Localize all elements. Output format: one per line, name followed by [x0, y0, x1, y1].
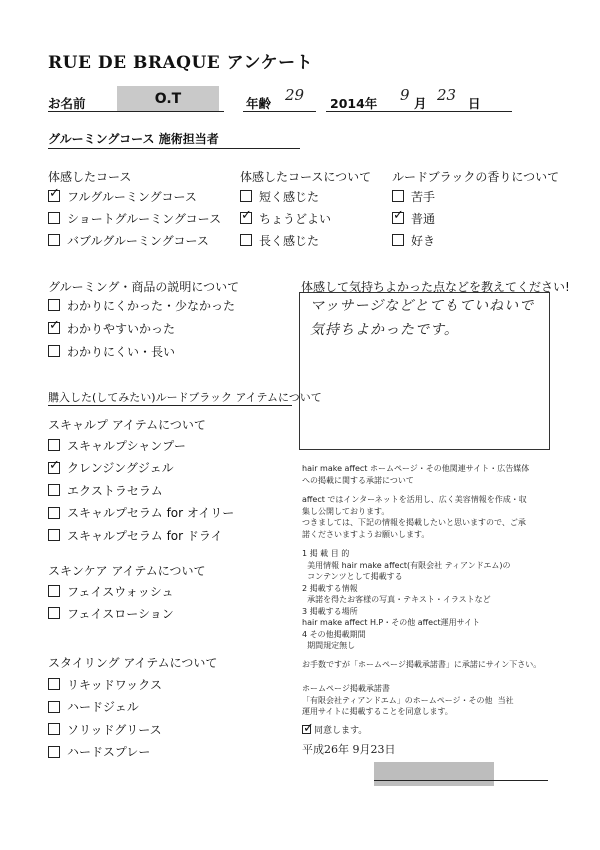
skincare-checkbox[interactable]: [48, 607, 60, 619]
course-feel-label: ちょうどよい: [259, 211, 332, 226]
comment-box[interactable]: [299, 292, 550, 450]
course-feel-option[interactable]: [240, 210, 331, 226]
scalp-checkbox[interactable]: [48, 484, 60, 496]
scent-label: 苦手: [411, 189, 436, 204]
course-feel-checkbox[interactable]: [240, 212, 252, 224]
styling-heading: スタイリング アイテムについて: [48, 656, 218, 670]
name-field[interactable]: O.T: [117, 86, 219, 112]
scent-label: 好き: [411, 233, 436, 248]
agree-checkbox[interactable]: [302, 725, 311, 734]
scalp-heading: スキャルプ アイテムについて: [48, 418, 206, 432]
course-heading: 体感したコース: [48, 170, 132, 184]
consent-paragraph-5: ホームページ掲載承諾書 「有限会社ティアンドエム」のホームページ・その他 当社 運用サイトに掲載することを同意します。: [302, 684, 514, 716]
course-label: ショートグルーミングコース: [67, 211, 222, 226]
styling-label: ソリッドグリース: [67, 722, 162, 737]
age-field[interactable]: 29: [285, 86, 305, 104]
styling-checkbox[interactable]: [48, 746, 60, 758]
scalp-checkbox[interactable]: [48, 507, 60, 519]
scent-option[interactable]: [392, 210, 435, 226]
scent-option[interactable]: [392, 188, 435, 204]
day-field[interactable]: 23: [437, 86, 457, 104]
consent-paragraph-4: お手数ですが「ホームページ掲載承諾書」に承諾にサイン下さい。: [302, 660, 542, 669]
scent-option[interactable]: [392, 232, 435, 248]
scent-checkbox[interactable]: [392, 212, 404, 224]
scalp-option[interactable]: [48, 437, 186, 453]
course-option[interactable]: [48, 188, 197, 204]
explanation-option[interactable]: [48, 343, 175, 359]
scalp-checkbox[interactable]: [48, 439, 60, 451]
name-underline: [48, 111, 224, 112]
course-feel-label: 短く感じた: [259, 189, 320, 204]
course-feel-option[interactable]: [240, 232, 319, 248]
skincare-heading: スキンケア アイテムについて: [48, 564, 206, 578]
course-label: フルグルーミングコース: [67, 189, 197, 204]
comment-line-1: マッサージなどとてもていねいで: [310, 298, 535, 314]
scalp-label: スキャルプシャンプー: [67, 438, 186, 453]
age-label: 年齢: [246, 96, 272, 111]
year-label: 2014年: [330, 96, 378, 111]
styling-checkbox[interactable]: [48, 701, 60, 713]
agree-row[interactable]: [302, 723, 367, 736]
explanation-checkbox[interactable]: [48, 299, 60, 311]
signature-redacted: [374, 762, 494, 786]
staff-underline: [48, 148, 300, 149]
explanation-label: わかりにくかった・少なかった: [67, 298, 236, 313]
date-underline: [326, 111, 512, 112]
scalp-label: スキャルプセラム for オイリー: [67, 506, 235, 520]
styling-label: ハードスプレー: [67, 745, 151, 759]
comment-heading: 体感して気持ちよかった点などを教えてください!: [301, 280, 570, 294]
explanation-option[interactable]: [48, 320, 175, 336]
styling-option[interactable]: [48, 721, 162, 737]
scalp-option[interactable]: [48, 460, 174, 476]
day-unit: 日: [468, 96, 481, 111]
month-unit: 月: [414, 96, 427, 111]
scalp-label: スキャルプセラム for ドライ: [67, 528, 223, 543]
signature-underline: [374, 780, 548, 781]
scent-label: 普通: [411, 211, 436, 226]
purchase-heading: 購入した(してみたい)ルードブラック アイテムについて: [48, 391, 322, 404]
skincare-label: フェイスローション: [67, 606, 174, 621]
comment-line-2: 気持ちよかったです。: [310, 322, 459, 338]
scalp-checkbox[interactable]: [48, 529, 60, 541]
consent-paragraph-3: 1 掲 載 目 的 美用情報 hair make affect(有限会社 ティアンドエム)の コンテンツとして掲載する 2 掲載する情報 承諾を得たお客様の写真・テキスト・イラストなど 3 掲載する場所 hair make affect H.P・その他 affect運用サイト 4 その他掲載期間 期間規定無し: [302, 549, 511, 650]
explanation-heading: グルーミング・商品の説明について: [48, 280, 240, 294]
styling-checkbox[interactable]: [48, 723, 60, 735]
styling-option[interactable]: [48, 744, 150, 760]
scalp-option[interactable]: [48, 505, 234, 521]
course-feel-heading: 体感したコースについて: [240, 170, 372, 184]
purchase-underline: [48, 405, 292, 406]
course-feel-checkbox[interactable]: [240, 234, 252, 246]
scalp-option[interactable]: [48, 527, 223, 543]
scalp-label: クレンジングジェル: [67, 461, 174, 475]
scent-checkbox[interactable]: [392, 234, 404, 246]
consent-paragraph-1: hair make affect ホームページ・その他関連サイト・広告媒体 への掲載に関する承諾について: [302, 464, 530, 485]
staff-label: グルーミングコース 施術担当者: [48, 132, 219, 146]
explanation-checkbox[interactable]: [48, 345, 60, 357]
explanation-label: わかりにくい・長い: [67, 344, 176, 359]
skincare-label: フェイスウォッシュ: [67, 584, 174, 599]
course-feel-label: 長く感じた: [259, 233, 320, 248]
scalp-option[interactable]: [48, 482, 163, 498]
course-checkbox[interactable]: [48, 190, 60, 202]
skincare-option[interactable]: [48, 583, 174, 599]
course-checkbox[interactable]: [48, 212, 60, 224]
explanation-checkbox[interactable]: [48, 322, 60, 334]
styling-label: ハードジェル: [67, 700, 139, 714]
name-label: お名前: [48, 96, 86, 111]
explanation-option[interactable]: [48, 297, 235, 313]
styling-label: リキッドワックス: [67, 677, 163, 692]
consent-date: 平成26年 9月23日: [302, 743, 396, 756]
course-option[interactable]: [48, 210, 221, 226]
course-label: バブルグルーミングコース: [67, 233, 209, 248]
styling-checkbox[interactable]: [48, 678, 60, 690]
skincare-checkbox[interactable]: [48, 585, 60, 597]
course-feel-checkbox[interactable]: [240, 190, 252, 202]
survey-title: RUE DE BRAQUE アンケート: [48, 53, 314, 73]
scalp-label: エクストラセラム: [67, 483, 163, 498]
skincare-option[interactable]: [48, 605, 174, 621]
agree-label: 同意します。: [314, 726, 368, 736]
scent-heading: ルードブラックの香りについて: [392, 170, 560, 184]
styling-option[interactable]: [48, 676, 162, 692]
scent-checkbox[interactable]: [392, 190, 404, 202]
course-option[interactable]: [48, 232, 209, 248]
course-checkbox[interactable]: [48, 234, 60, 246]
styling-option[interactable]: [48, 699, 139, 715]
consent-paragraph-2: affect ではインターネットを活用し、広く美容情報を作成・収 集し公開しております。 つきましては、下記の情報を掲載したいと思いますので、ご承 諾くださいますようお願いします。: [302, 495, 527, 539]
age-underline: [243, 111, 316, 112]
course-feel-option[interactable]: [240, 188, 319, 204]
explanation-label: わかりやすいかった: [67, 321, 176, 336]
month-field[interactable]: 9: [400, 86, 410, 104]
scalp-checkbox[interactable]: [48, 462, 60, 474]
